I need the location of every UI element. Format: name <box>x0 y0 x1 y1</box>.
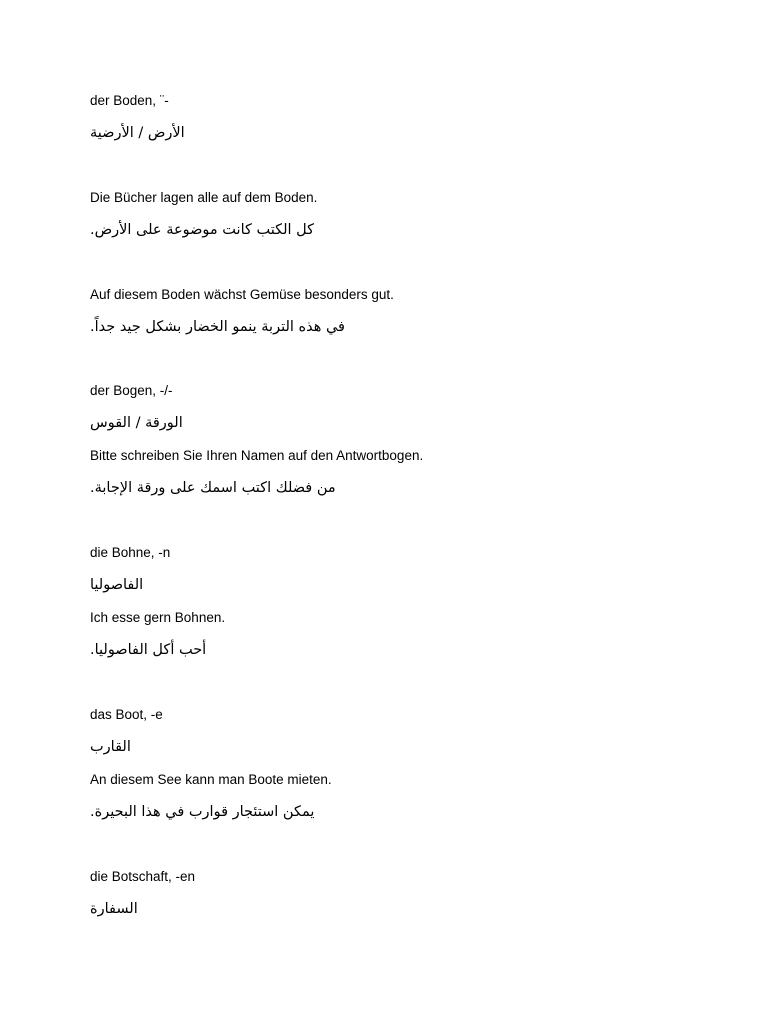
headword-boot: das Boot, -e <box>90 707 163 722</box>
example-translation-boden-2: في هذه التربة ينمو الخضار بشكل جيد جداً. <box>90 319 345 335</box>
example-sentence-boden-1: Die Bücher lagen alle auf dem Boden. <box>90 190 318 205</box>
example-sentence-bogen: Bitte schreiben Sie Ihren Namen auf den Antwortbogen. <box>90 448 424 463</box>
headword-boden: der Boden, ¨- <box>90 93 169 108</box>
example-sentence-bohne: Ich esse gern Bohnen. <box>90 610 226 625</box>
example-translation-bogen: من فضلك اكتب اسمك على ورقة الإجابة. <box>90 480 336 496</box>
translation-botschaft: السفارة <box>90 901 138 917</box>
headword-bohne: die Bohne, -n <box>90 545 171 560</box>
headword-botschaft: die Botschaft, -en <box>90 869 196 884</box>
example-sentence-boot: An diesem See kann man Boote mieten. <box>90 772 332 787</box>
translation-bohne: الفاصوليا <box>90 577 144 593</box>
example-translation-bohne: أحب أكل الفاصوليا. <box>90 642 207 658</box>
translation-boden: الأرض / الأرضية <box>90 125 185 141</box>
example-translation-boden-1: كل الكتب كانت موضوعة على الأرض. <box>90 222 315 238</box>
example-translation-boot: يمكن استئجار قوارب في هذا البحيرة. <box>90 804 315 820</box>
translation-bogen: الورقة / القوس <box>90 415 183 431</box>
example-sentence-boden-2: Auf diesem Boden wächst Gemüse besonders gut. <box>90 287 394 302</box>
translation-boot: القارب <box>90 739 131 755</box>
headword-bogen: der Bogen, -/- <box>90 383 173 398</box>
